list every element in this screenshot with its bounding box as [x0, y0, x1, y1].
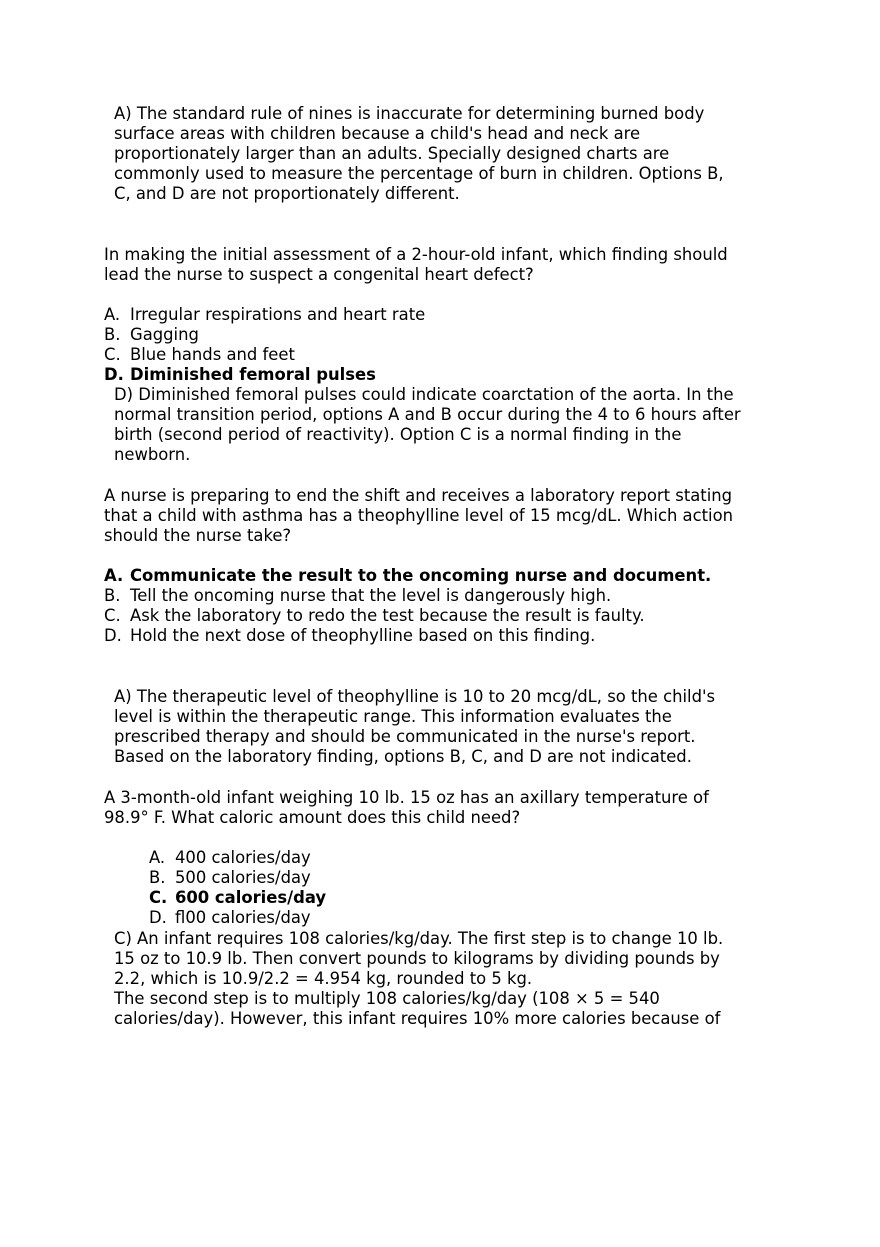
option-text: 600 calories/day — [175, 888, 327, 907]
option-marker: B. — [104, 586, 121, 605]
rationale-line: A) The standard rule of nines is inaccurate for determining burned body — [114, 104, 705, 123]
rationale-line: C) An infant requires 108 calories/kg/day. The first step is to change 10 lb. — [114, 929, 724, 948]
option-marker: B. — [104, 325, 121, 344]
option-b — [104, 325, 199, 345]
question-stem: that a child with asthma has a theophylline level of 15 mcg/dL. Which action — [104, 506, 734, 525]
option-d — [149, 908, 311, 928]
option-marker: A. — [149, 848, 166, 867]
option-marker: D. — [149, 908, 167, 927]
rationale-line: proportionately larger than an adults. Specially designed charts are — [114, 144, 670, 163]
option-text: Tell the oncoming nurse that the level is dangerously high. — [130, 586, 612, 605]
option-c — [104, 606, 645, 626]
option-d-correct — [104, 365, 376, 385]
option-marker: D. — [104, 626, 122, 645]
rationale-line: prescribed therapy and should be communicated in the nurse's report. — [114, 727, 696, 746]
option-text: Hold the next dose of theophylline based on this finding. — [130, 626, 596, 645]
option-c — [104, 345, 295, 365]
option-text: Communicate the result to the oncoming nurse and document. — [130, 566, 712, 585]
rationale-line: Based on the laboratory finding, options B, C, and D are not indicated. — [114, 747, 692, 766]
option-marker: C. — [149, 888, 168, 907]
option-marker: C. — [104, 345, 121, 364]
option-marker: A. — [104, 566, 124, 585]
option-text: Irregular respirations and heart rate — [130, 305, 426, 324]
option-text: 400 calories/day — [175, 848, 311, 867]
question-stem: In making the initial assessment of a 2-hour-old infant, which finding should — [104, 245, 728, 264]
option-text: Ask the laboratory to redo the test because the result is faulty. — [130, 606, 645, 625]
option-text: Blue hands and feet — [130, 345, 295, 364]
rationale-line: newborn. — [114, 445, 191, 464]
option-marker: D. — [104, 365, 124, 384]
option-marker: B. — [149, 868, 166, 887]
rationale-line: 2.2, which is 10.9/2.2 = 4.954 kg, rounded to 5 kg. — [114, 969, 533, 988]
option-marker: A. — [104, 305, 121, 324]
rationale-line: calories/day). However, this infant requires 10% more calories because of — [114, 1009, 721, 1028]
rationale-line: normal transition period, options A and B occur during the 4 to 6 hours after — [114, 405, 741, 424]
rationale-line: 15 oz to 10.9 lb. Then convert pounds to kilograms by dividing pounds by — [114, 949, 720, 968]
question-stem: should the nurse take? — [104, 526, 292, 545]
option-a-correct — [104, 566, 711, 586]
rationale-line: The second step is to multiply 108 calories/kg/day (108 × 5 = 540 — [114, 989, 660, 1008]
option-marker: C. — [104, 606, 121, 625]
rationale-line: commonly used to measure the percentage of burn in children. Options B, — [114, 164, 724, 183]
option-text: fl00 calories/day — [175, 908, 311, 927]
rationale-line: surface areas with children because a child's head and neck are — [114, 124, 641, 143]
question-stem: A nurse is preparing to end the shift and receives a laboratory report stating — [104, 486, 733, 505]
question-stem: 98.9° F. What caloric amount does this child need? — [104, 808, 521, 827]
rationale-line: C, and D are not proportionately different. — [114, 184, 460, 203]
option-b — [149, 868, 311, 888]
rationale-line: level is within the therapeutic range. This information evaluates the — [114, 707, 672, 726]
question-stem: lead the nurse to suspect a congenital heart defect? — [104, 265, 534, 284]
option-b — [104, 586, 611, 606]
question-stem: A 3-month-old infant weighing 10 lb. 15 oz has an axillary temperature of — [104, 788, 709, 807]
option-a — [104, 305, 425, 325]
option-c-correct — [149, 888, 326, 908]
rationale-line: A) The therapeutic level of theophylline is 10 to 20 mcg/dL, so the child's — [114, 687, 716, 706]
option-text: Gagging — [130, 325, 199, 344]
rationale-line: birth (second period of reactivity). Option C is a normal finding in the — [114, 425, 682, 444]
option-d — [104, 626, 595, 646]
option-a — [149, 848, 311, 868]
option-text: Diminished femoral pulses — [130, 365, 376, 384]
option-text: 500 calories/day — [175, 868, 311, 887]
rationale-line: D) Diminished femoral pulses could indicate coarctation of the aorta. In the — [114, 385, 734, 404]
